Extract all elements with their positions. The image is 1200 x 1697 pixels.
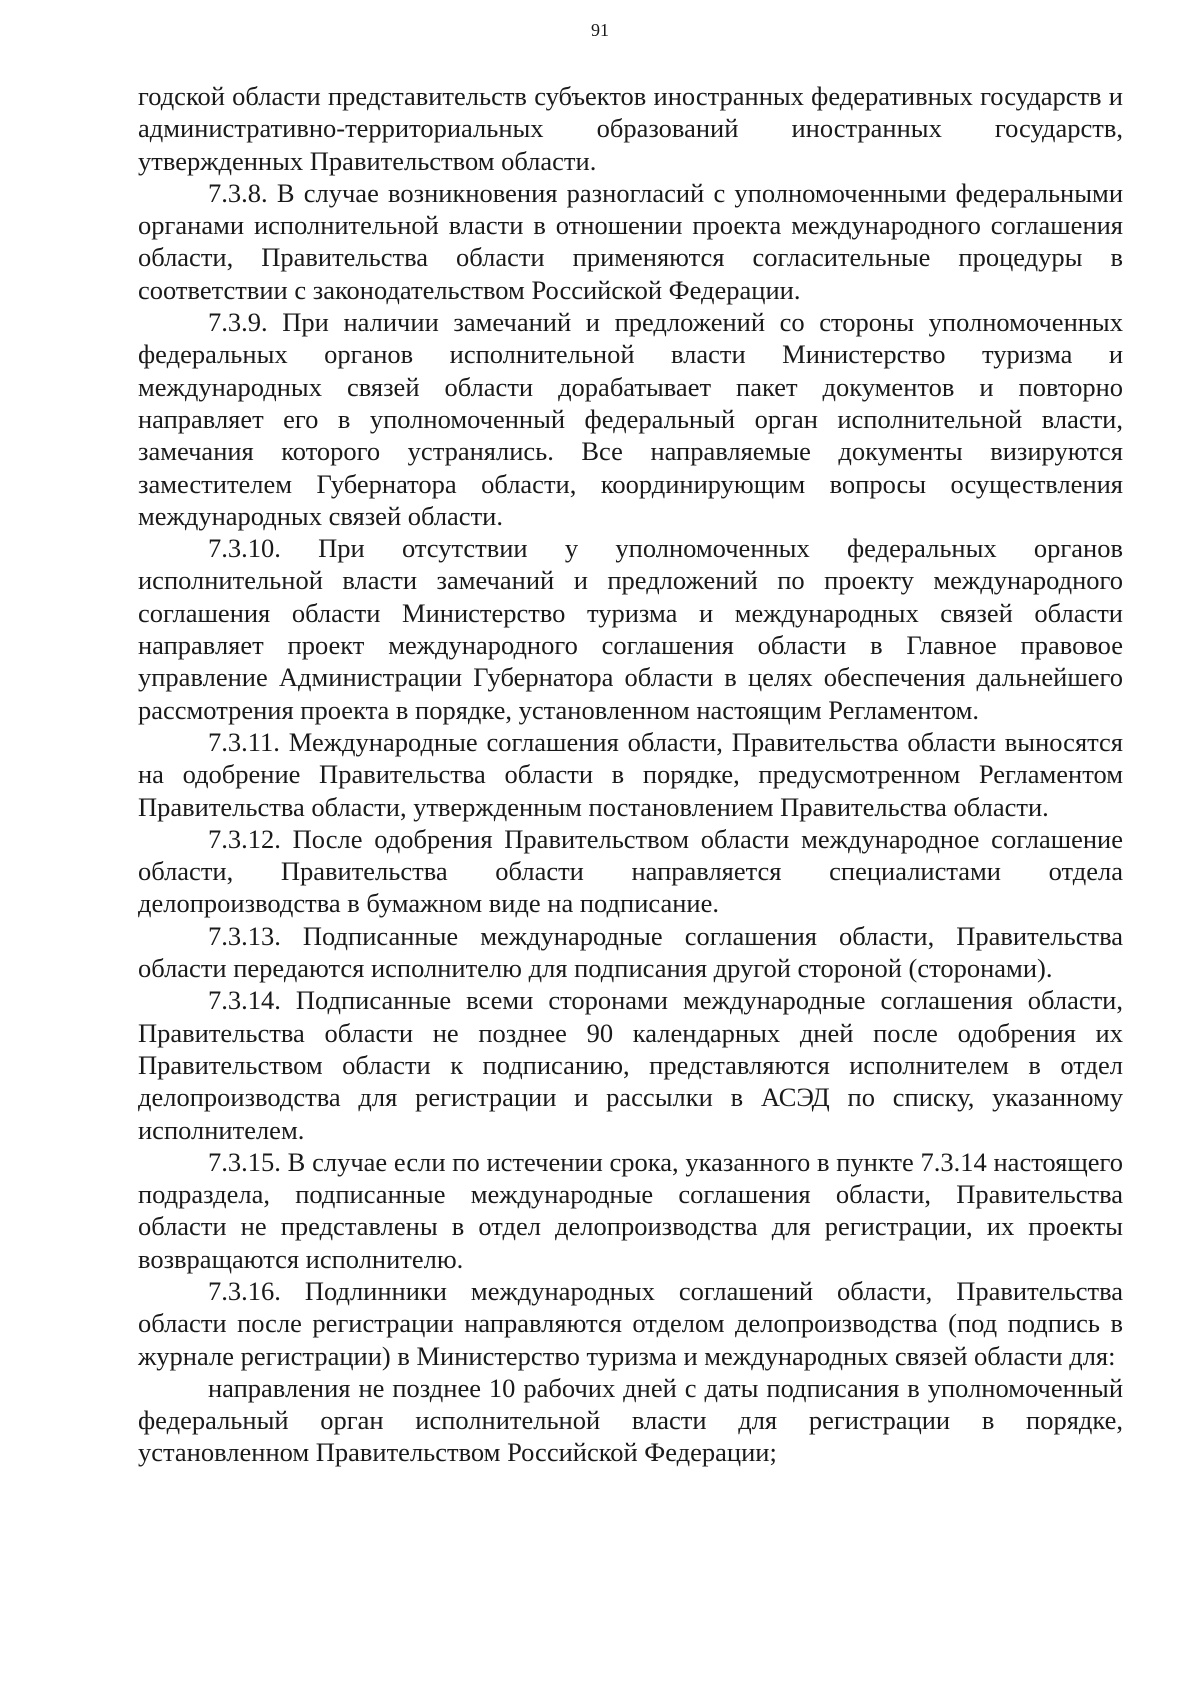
paragraph-7-3-8: 7.3.8. В случае возникновения разногласий с уполномоченными федеральными органами исполнительной власти в отношении проекта международного соглашения области, Правительства области применяются согласительные процедуры в соответствии с законодательством Российской Федерации. (138, 177, 1123, 305)
paragraph-7-3-15: 7.3.15. В случае если по истечении срока, указанного в пункте 7.3.14 настоящего подраздела, подписанные международные соглашения области, Правительства области не представлены в отдел делопроизводства для регистрации, их проекты возвращаются исполнителю. (138, 1146, 1123, 1274)
paragraph-list-item: направления не позднее 10 рабочих дней с даты подписания в уполномоченный федеральный орган исполнительной власти для регистрации в порядке, установленном Правительством Российской Федерации; (138, 1372, 1123, 1468)
paragraph-7-3-14: 7.3.14. Подписанные всеми сторонами международные соглашения области, Правительства области не позднее 90 календарных дней после одобрения их Правительством области к подписанию, представляются исполнителем в отдел делопроизводства для регистрации и рассылки в АСЭД по списку, указанному исполнителем. (138, 985, 1123, 1145)
paragraph-7-3-10: 7.3.10. При отсутствии у уполномоченных федеральных органов исполнительной власти замечаний и предложений по проекту международного соглашения области Министерство туризма и международных связей области направляет проект международного соглашения области в Главное правовое управление Администрации Губернатора области в целях обеспечения дальнейшего рассмотрения проекта в порядке, установленном настоящим Регламентом. (138, 533, 1123, 725)
paragraph-7-3-13: 7.3.13. Подписанные международные соглашения области, Правительства области передаются исполнителю для подписания другой стороной (сторонами). (138, 920, 1123, 984)
document-body (138, 80, 1123, 1469)
paragraph-7-3-9: 7.3.9. При наличии замечаний и предложений со стороны уполномоченных федеральных органов исполнительной власти Министерство туризма и международных связей области дорабатывает пакет документов и повторно направляет его в уполномоченный федеральный орган исполнительной власти, замечания которого устранялись. Все направляемые документы визируются заместителем Губернатора области, координирующим вопросы осуществления международных связей области. (138, 307, 1123, 531)
paragraph-continuation: годской области представительств субъектов иностранных федеративных государств и административно-территориальных образований иностранных государств, утвержденных Правительством области. (138, 81, 1123, 176)
page-number: 91 (591, 20, 609, 40)
paragraph-7-3-16: 7.3.16. Подлинники международных соглашений области, Правительства области после регистрации направляются отделом делопроизводства (под подпись в журнале регистрации) в Министерство туризма и международных связей области для: (138, 1275, 1123, 1371)
paragraph-7-3-12: 7.3.12. После одобрения Правительством области международное соглашение области, Правительства области направляется специалистами отдела делопроизводства в бумажном виде на подписание. (138, 823, 1123, 919)
paragraph-7-3-11: 7.3.11. Международные соглашения области, Правительства области выносятся на одобрение Правительства области в порядке, предусмотренном Регламентом Правительства области, утвержденным постановлением Правительства области. (138, 726, 1123, 822)
